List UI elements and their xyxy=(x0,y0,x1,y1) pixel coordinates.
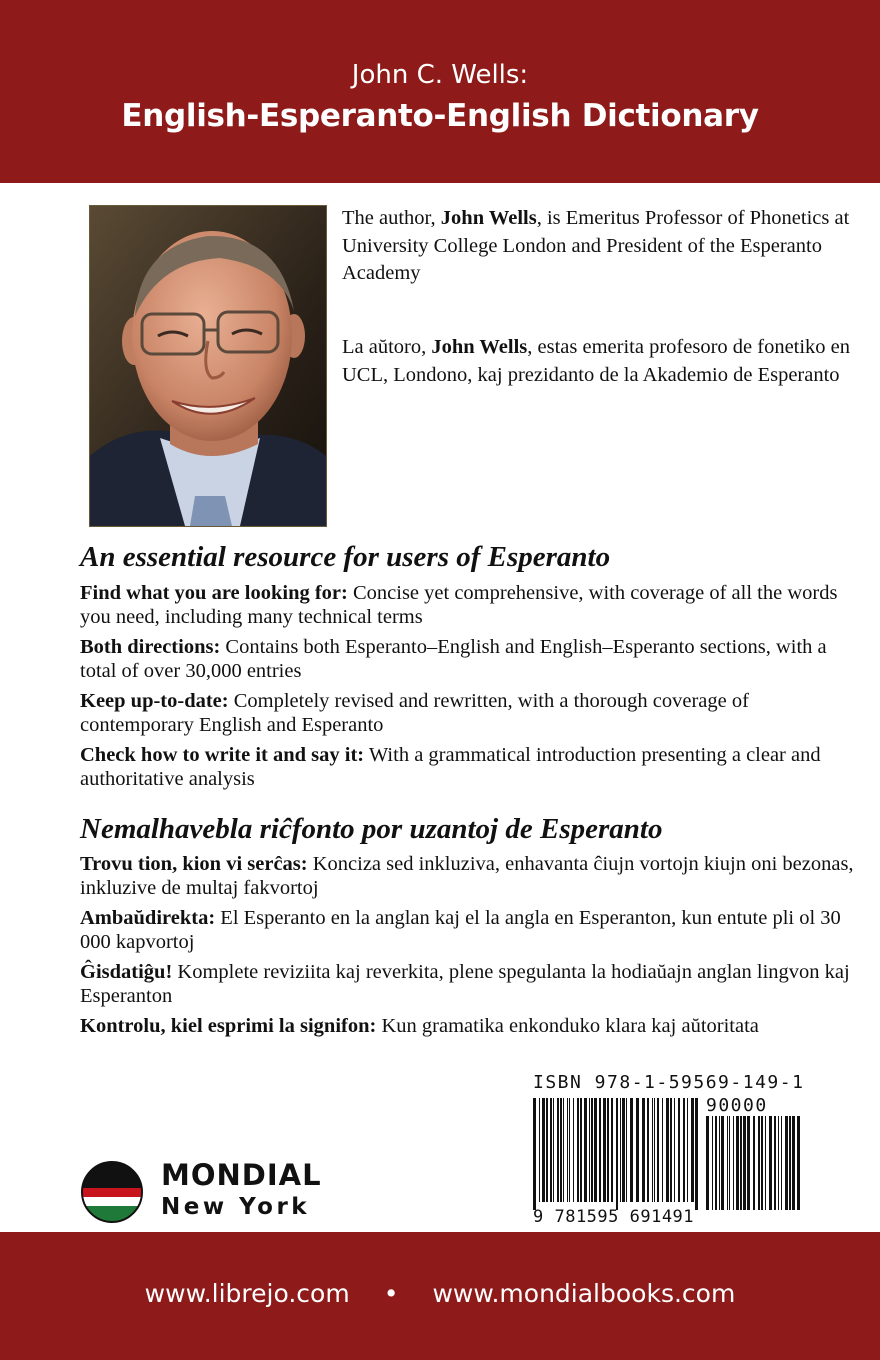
barcode-bar xyxy=(557,1098,559,1202)
features-english xyxy=(80,582,860,798)
price-code-label: 90000 xyxy=(706,1095,768,1116)
features-esperanto xyxy=(80,853,860,1046)
feature-item xyxy=(80,690,860,737)
barcode-bar xyxy=(683,1098,685,1202)
barcode-bar xyxy=(706,1116,709,1210)
barcode-bar xyxy=(654,1098,655,1202)
feature-item xyxy=(80,636,860,683)
feature-text: Konciza sed inkluziva, enhavanta ĉiujn vortojn kiujn oni bezonas, inkluzive de multaj fakvortoj xyxy=(80,853,854,899)
barcode-bar xyxy=(584,1098,587,1202)
barcode-bar xyxy=(736,1116,739,1210)
section-heading-english: An essential resource for users of Esperanto xyxy=(80,541,611,573)
isbn-label: ISBN 978-1-59569-149-1 xyxy=(533,1072,805,1093)
barcode-bar xyxy=(765,1116,766,1210)
barcode-bar xyxy=(715,1116,717,1210)
barcode-bar xyxy=(573,1098,574,1202)
feature-text: Concise yet comprehensive, with coverage of all the words you need, including many technical terms xyxy=(80,582,838,628)
feature-item xyxy=(80,907,860,954)
author-line: John C. Wells: xyxy=(351,60,529,90)
bio-eo-author-name: John Wells xyxy=(431,336,528,358)
barcode-bar xyxy=(761,1116,763,1210)
bio-esperanto xyxy=(342,334,862,389)
barcode-bar xyxy=(569,1098,570,1202)
bio-english xyxy=(342,205,862,288)
barcode-bar xyxy=(666,1098,669,1202)
barcode-bar xyxy=(589,1098,590,1202)
mondial-logo-icon xyxy=(80,1160,144,1224)
barcode-bar xyxy=(642,1098,645,1202)
feature-lead: Both directions: xyxy=(80,636,221,658)
barcode-bar xyxy=(778,1116,779,1210)
header-band xyxy=(0,0,880,183)
barcode-bar xyxy=(674,1098,675,1202)
barcode-bar xyxy=(636,1098,639,1202)
barcode-bar xyxy=(546,1098,548,1202)
feature-text: Contains both Esperanto–English and English–Esperanto sections, with a total of over 30,000 entries xyxy=(80,636,827,682)
barcode-bar xyxy=(591,1098,593,1202)
feature-text: El Esperanto en la anglan kaj el la angla en Esperanton, kun entute pli ol 30 000 kapvortoj xyxy=(80,907,841,953)
barcode-bar xyxy=(729,1116,730,1210)
barcode-bar xyxy=(630,1098,633,1202)
barcode-bar xyxy=(662,1098,663,1202)
feature-text: Kun gramatika enkonduko klara kaj aŭtoritata xyxy=(376,1015,759,1037)
feature-item xyxy=(80,853,860,900)
barcode-bar xyxy=(599,1098,601,1202)
barcode-bar xyxy=(594,1098,597,1202)
barcode-bar xyxy=(580,1098,582,1202)
barcode-bar xyxy=(789,1116,791,1210)
barcode-bar xyxy=(620,1098,621,1202)
bio-en-text: , is Emeritus Professor of Phonetics at University College London and President of the Esperanto Academy xyxy=(342,207,850,284)
footer-band xyxy=(0,1232,880,1360)
barcode-bar xyxy=(781,1116,782,1210)
feature-text: Completely revised and rewritten, with a thorough coverage of contemporary English and Esperanto xyxy=(80,690,749,736)
feature-lead: Trovu tion, kion vi serĉas: xyxy=(80,853,308,875)
feature-item xyxy=(80,744,860,791)
barcode-bar xyxy=(560,1098,562,1202)
bio-eo-prefix: La aŭtoro, xyxy=(342,336,432,358)
bio-eo-text: , estas emerita profesoro de fonetiko en UCL, Londono, kaj prezidanto de la Akademio de Esperanto xyxy=(342,336,851,386)
barcode-bar xyxy=(611,1098,613,1202)
feature-text: Komplete reviziita kaj reverkita, plene spegulanta la hodiaŭajn anglan lingvon kaj Esperanton xyxy=(80,961,850,1007)
section-heading-esperanto: Nemalhavebla riĉfonto por uzantoj de Esperanto xyxy=(80,813,663,845)
barcode-bar xyxy=(539,1098,540,1202)
barcode-main xyxy=(533,1098,699,1210)
barcode-bar xyxy=(616,1098,618,1210)
footer-links xyxy=(0,1279,880,1308)
barcode-bar xyxy=(727,1116,728,1210)
barcode-bar xyxy=(753,1116,755,1210)
barcode-bar xyxy=(747,1116,750,1210)
barcode-bar xyxy=(652,1098,653,1202)
barcode-bar xyxy=(740,1116,742,1210)
barcode-bar xyxy=(657,1098,659,1202)
barcode-bar xyxy=(785,1116,788,1210)
footer-separator: • xyxy=(383,1279,399,1308)
barcode-bar xyxy=(695,1098,698,1210)
barcode-bar xyxy=(733,1116,734,1210)
feature-lead: Check how to write it and say it: xyxy=(80,744,365,766)
barcode-bar xyxy=(603,1098,606,1202)
barcode-bar xyxy=(622,1098,625,1202)
barcode-bar xyxy=(567,1098,568,1202)
barcode-bar xyxy=(719,1116,720,1210)
barcode-bar xyxy=(721,1116,724,1210)
barcode-bar xyxy=(607,1098,609,1202)
barcode-bar xyxy=(774,1116,776,1210)
barcode-bar xyxy=(769,1116,772,1210)
book-title: English-Esperanto-English Dictionary xyxy=(121,98,759,134)
barcode-bar xyxy=(758,1116,760,1210)
barcode-bar xyxy=(553,1098,554,1202)
barcode-bar xyxy=(691,1098,694,1202)
barcode-bar xyxy=(712,1116,713,1210)
feature-lead: Ĝisdatiĝu! xyxy=(80,961,173,983)
barcode-bar xyxy=(542,1098,545,1202)
barcode-bar xyxy=(563,1098,564,1202)
author-photo xyxy=(89,205,327,527)
barcode-bar xyxy=(792,1116,795,1210)
barcode-bar xyxy=(533,1098,536,1210)
barcode-bar xyxy=(550,1098,552,1202)
feature-item xyxy=(80,582,860,629)
barcode-bar xyxy=(687,1098,688,1202)
publisher-city: New York xyxy=(161,1194,311,1220)
barcode-bar xyxy=(797,1116,800,1210)
barcode-bar xyxy=(577,1098,579,1202)
feature-item xyxy=(80,961,860,1008)
bio-en-author-name: John Wells xyxy=(440,207,537,229)
barcode-addon xyxy=(706,1116,802,1210)
bio-en-prefix: The author, xyxy=(342,207,441,229)
feature-item xyxy=(80,1015,860,1039)
barcode-bar xyxy=(670,1098,672,1202)
feature-lead: Ambaŭdirekta: xyxy=(80,907,216,929)
barcode-digits: 9 781595 691491 xyxy=(533,1207,695,1227)
barcode-bar xyxy=(647,1098,649,1202)
feature-text: With a grammatical introduction presenting a clear and authoritative analysis xyxy=(80,744,821,790)
footer-link-librejo[interactable]: www.librejo.com xyxy=(144,1279,350,1308)
publisher-name: MONDIAL xyxy=(161,1158,322,1192)
feature-lead: Keep up-to-date: xyxy=(80,690,229,712)
footer-link-mondialbooks[interactable]: www.mondialbooks.com xyxy=(432,1279,736,1308)
feature-lead: Find what you are looking for: xyxy=(80,582,348,604)
feature-lead: Kontrolu, kiel esprimi la signifon: xyxy=(80,1015,377,1037)
barcode-bar xyxy=(678,1098,680,1202)
barcode-bar xyxy=(743,1116,746,1210)
barcode-bar xyxy=(626,1098,627,1202)
